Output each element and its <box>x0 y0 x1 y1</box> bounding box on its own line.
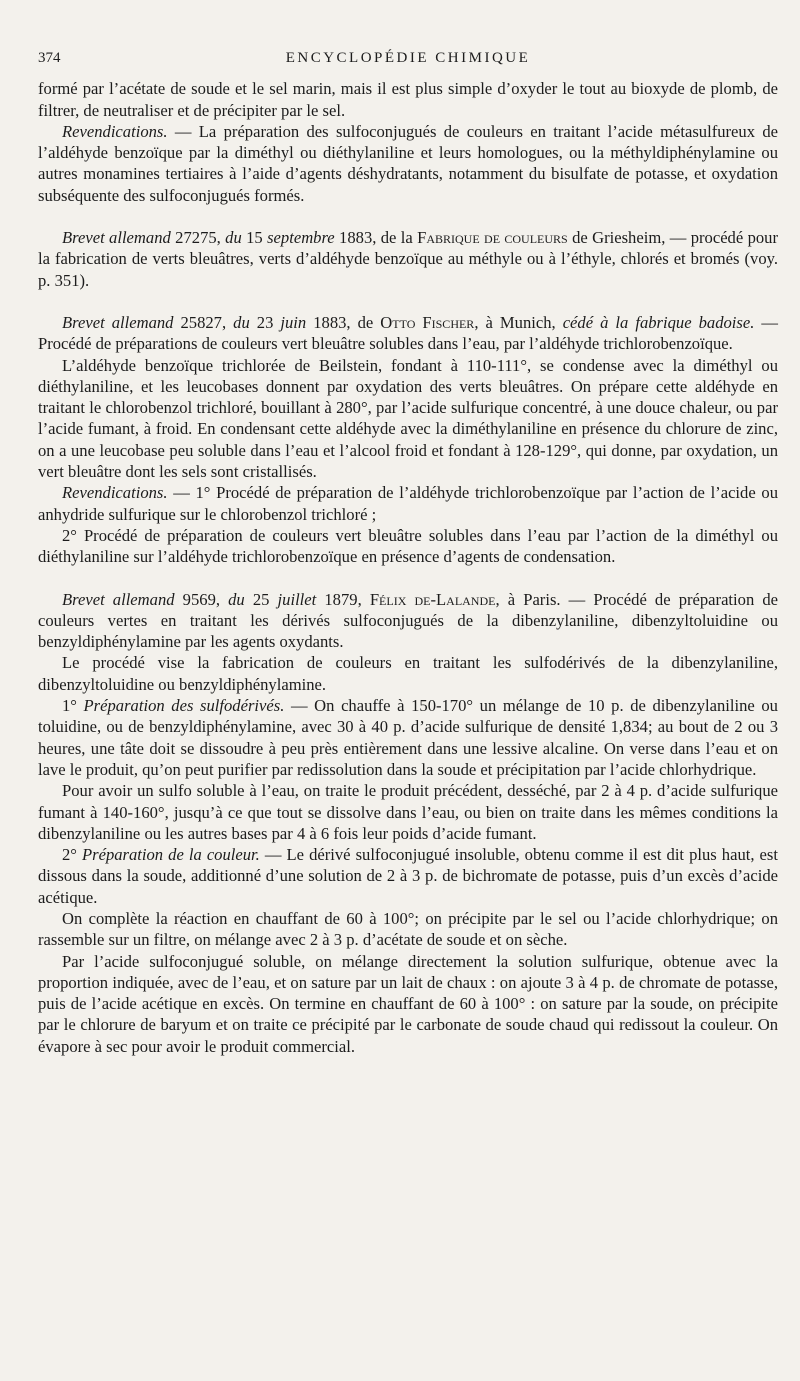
text-run: 25 <box>244 589 278 609</box>
paragraph <box>38 951 778 1057</box>
text-run: — Procédé de préparations de couleurs vert bleuâtre solubles dans l’eau, par l’aldéhyde trichlorobenzoïque. <box>38 312 778 354</box>
paragraph <box>38 695 778 780</box>
body-text <box>38 78 778 1057</box>
text-run: formé par l’acétate de soude et le sel marin, mais il est plus simple d’oxyder le tout au bioxyde de plomb, de filtrer, de neutraliser et de précipiter par le sel. <box>38 79 778 120</box>
text-run: 15 <box>241 228 268 248</box>
italic-text: juillet <box>277 589 317 609</box>
text-run: , à Paris. — Procédé de préparation de couleurs vertes en traitant les dérivés sulfoconjugués de la dibenzylaniline, dibenzyltoluidine ou benzyldiphénylamine par les agents oxydants. <box>38 589 779 652</box>
paragraph <box>38 844 778 908</box>
page-number: 374 <box>38 50 61 66</box>
small-caps-name: Félix de-Lalande <box>369 589 496 609</box>
paragraph <box>38 312 778 355</box>
italic-text: du <box>233 312 250 332</box>
text-run: L’aldéhyde benzoïque trichlorée de Beilstein, fondant à 110-111°, se condense avec la diméthyl ou diéthylaniline, et les leucobases donnent par oxydation des verts bleuâtres. On prépare cette aldéhyde en traitant le chlorobenzol trichloré, bouillant à 280°, par l’acide sulfurique concentré, à une douce chaleur, ou par l’acide fumant, à froid. En condensant cette aldéhyde avec la diméthylaniline en présence du chlorure de zinc, on a une leucobase peu soluble dans l’eau et l’alcool froid et fondant à 128-129°, qui donne, par oxydation, un vert bleuâtre dont les sels sont cristallisés. <box>38 355 778 482</box>
text-run: 1879, <box>316 589 370 609</box>
text-run: , à Munich, <box>474 312 563 332</box>
paragraph <box>38 780 778 844</box>
text-run: 1883, de la <box>334 228 418 248</box>
text-run: de Griesheim, — procédé pour la fabrication de verts bleuâtres, verts d’aldéhyde benzoïque au méthyle ou à l’éthyle, chlorés et bromés (voy. p. 351). <box>38 228 778 290</box>
italic-text: septembre <box>267 228 335 248</box>
text-run: 25827, <box>173 312 234 332</box>
text-run: Pour avoir un sulfo soluble à l’eau, on traite le produit précédent, desséché, par 2 à 4 p. d’acide sulfurique fumant à 140-160°, jusqu’à ce que tout se dissolve dans l’eau, ou bien on traite dans les mêmes conditions la dibenzylaniline ou les autres bases par 4 à 6 fois leur poids d’acide fumant. <box>38 781 778 843</box>
text-run: 2° <box>62 845 82 865</box>
italic-text: Brevet allemand <box>62 228 171 248</box>
text-run: 9569, <box>174 589 229 609</box>
text-run: Le procédé vise la fabrication de couleurs en traitant les sulfodérivés de la dibenzylaniline, dibenzyltoluidine ou benzyldiphénylamine. <box>38 653 778 694</box>
text-run: 1883, de <box>306 312 381 332</box>
text-run: — 1° Procédé de préparation de l’aldéhyde trichlorobenzoïque par l’action de l’acide ou anhydride sulfurique sur le chlorobenzol trichloré ; <box>38 483 778 524</box>
paragraph <box>38 78 778 121</box>
text-run: — La préparation des sulfoconjugués de couleurs en traitant l’acide métasulfureux de l’aldéhyde benzoïque par la diméthyl ou diéthylaniline et leurs homologues, ou la méthyldiphénylamine ou autres monamines tertiaires à l’aide d’agents déshydratants, notamment du bisulfate de potasse, et oxydation subséquente des sulfoconjugués formés. <box>38 121 778 205</box>
italic-text: Brevet allemand <box>62 312 174 332</box>
italic-text: cédé à la fabrique badoise. <box>562 312 755 332</box>
italic-text: du <box>225 228 242 248</box>
text-run: 27275, <box>170 228 226 248</box>
paragraph <box>38 589 778 653</box>
italic-text: Préparation des sulfodérivés. <box>83 696 285 716</box>
paragraph <box>38 355 778 483</box>
text-run: — Le dérivé sulfoconjugué insoluble, obtenu comme il est dit plus haut, est dissous dans la soude, additionné d’une solution de 2 à 3 p. de bichromate de potasse, puis d’un excès d’acide acétique. <box>38 845 778 907</box>
page-header <box>38 48 778 69</box>
paragraph <box>38 908 778 951</box>
small-caps-name: Otto Fischer <box>380 312 475 332</box>
text-run: 1° <box>62 696 84 716</box>
paragraph <box>38 227 778 291</box>
text-run: 23 <box>249 312 281 332</box>
italic-text: Préparation de la couleur. <box>81 845 260 865</box>
text-run: On complète la réaction en chauffant de 60 à 100°; on précipite par le sel ou l’acide chlorhydrique; on rassemble sur un filtre, on mélange avec 2 à 3 p. d’acétate de soude et on sèche. <box>38 908 778 950</box>
paragraph <box>38 525 778 568</box>
italic-text: Revendications. <box>62 121 168 141</box>
paragraph <box>38 121 778 206</box>
italic-text: Brevet allemand <box>62 589 175 609</box>
text-run: 2° Procédé de préparation de couleurs vert bleuâtre solubles dans l’eau par l’action de la diméthyl ou diéthylaniline sur l’aldéhyde trichlorobenzoïque en présence d’agents de condensation. <box>38 525 778 567</box>
italic-text: du <box>228 589 245 609</box>
italic-text: Revendications. <box>62 483 168 503</box>
italic-text: juin <box>280 312 307 332</box>
paragraph <box>38 652 778 695</box>
small-caps-name: Fabrique de couleurs <box>417 228 568 248</box>
text-run: — On chauffe à 150-170° un mélange de 10 p. de dibenzylaniline ou toluidine, ou de benzyldiphénylamine, avec 30 à 40 p. d’acide sulfurique de densité 1,834; au bout de 2 ou 3 heures, une tâte doit se dissoudre à peu près entièrement dans une lessive alcaline. On verse dans l’eau et on lave le produit, qu’on peut purifier par redissolution dans la soude et précipitation par l’acide chlorhydrique. <box>38 696 778 779</box>
running-title: ENCYCLOPÉDIE CHIMIQUE <box>285 50 531 66</box>
text-run: Par l’acide sulfoconjugué soluble, on mélange directement la solution sulfurique, obtenue avec la proportion indiquée, avec de l’eau, et on sature par un lait de chaux : on ajoute 3 à 4 p. de chromate de potasse, puis de l’acide acétique en excès. On termine en chauffant de 60 à 100° : on sature par la soude, on précipite par le chlorure de baryum et on traite ce précipité par le carbonate de soude chaud qui redissout la couleur. On évapore à sec pour avoir le produit commercial. <box>38 951 778 1056</box>
paragraph <box>38 482 778 525</box>
